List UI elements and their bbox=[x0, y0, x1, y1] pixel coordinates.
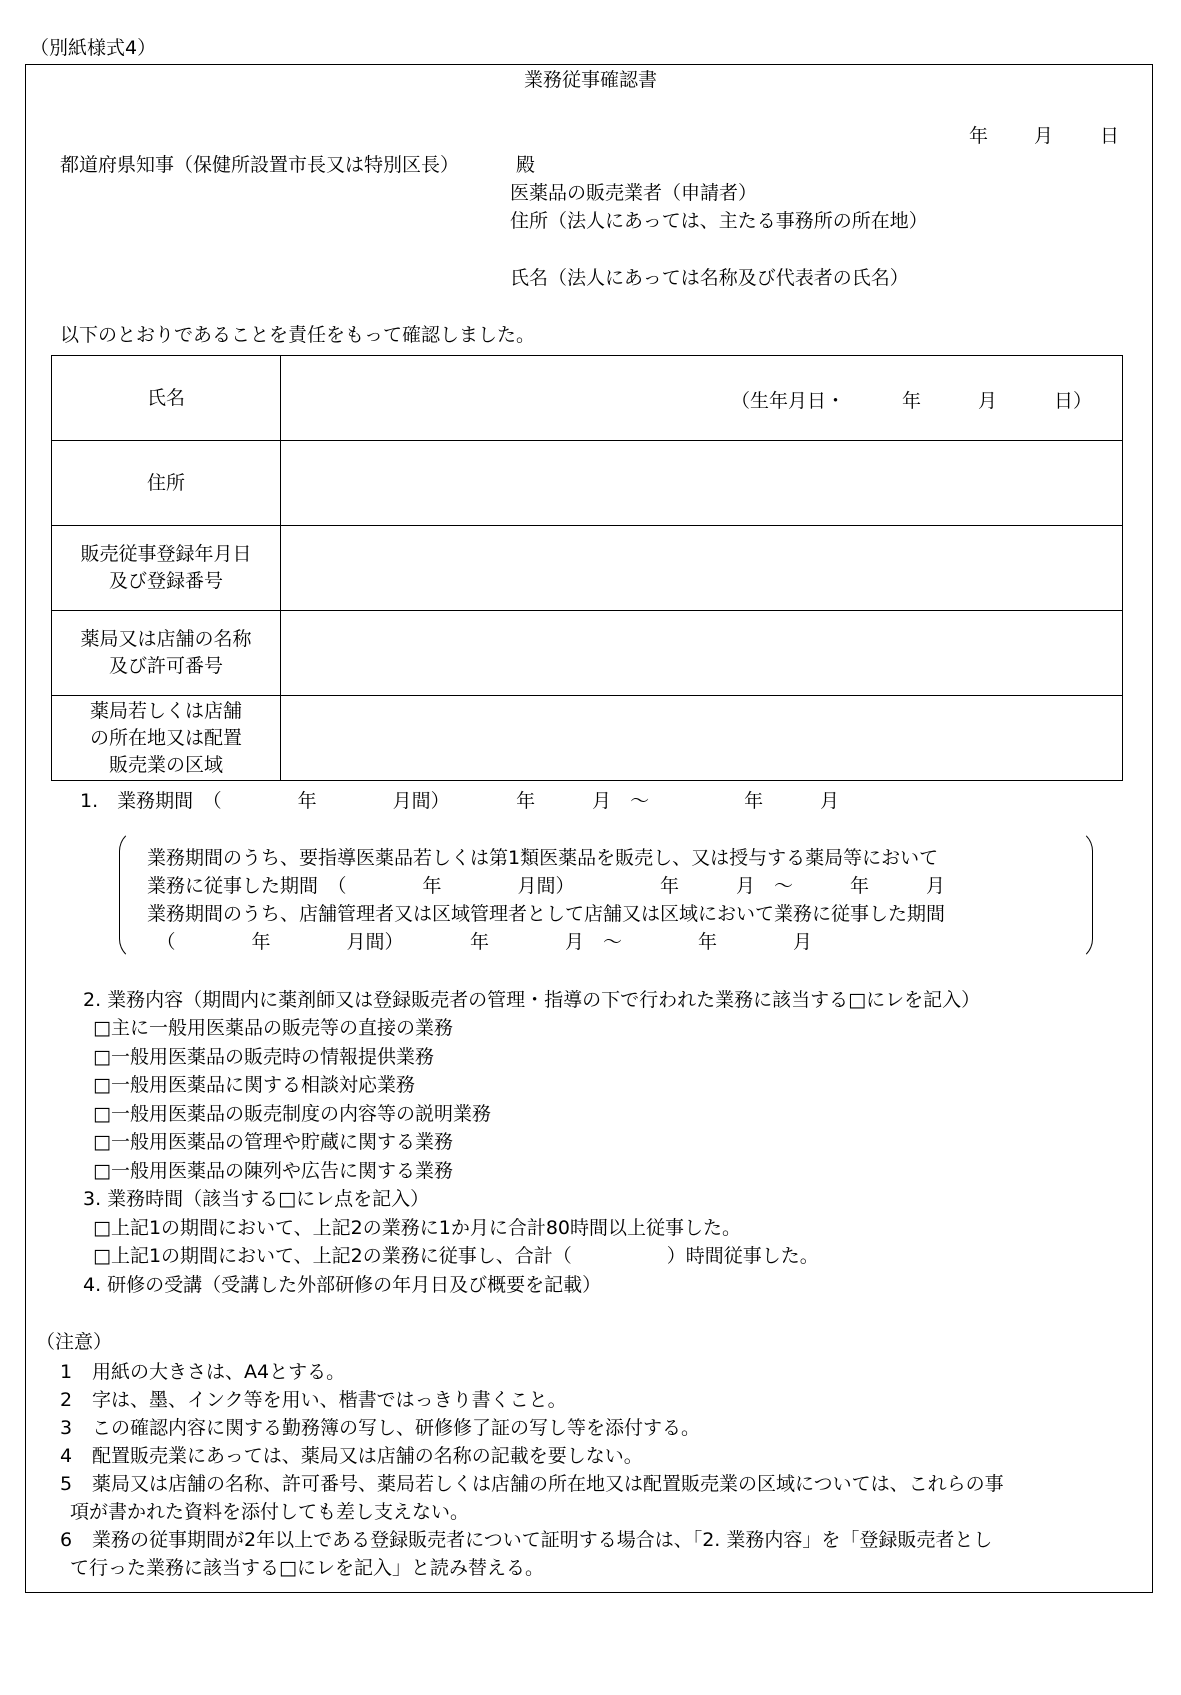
registration-field[interactable] bbox=[281, 526, 1123, 611]
section2-heading: 2. 業務内容（期間内に薬剤師又は登録販売者の管理・指導の下で行われた業務に該当する□にレを記入） bbox=[83, 989, 981, 1011]
note-number: 4 bbox=[60, 1445, 73, 1467]
row-label: 販売従事登録年月日 及び登録番号 bbox=[52, 526, 281, 611]
applicant-address-label: 住所（法人にあっては、主たる事務所の所在地） bbox=[510, 210, 928, 232]
table-row bbox=[52, 356, 1123, 441]
addressee: 都道府県知事（保健所設置市長又は特別区長） bbox=[60, 154, 460, 176]
checkbox-item[interactable]: □上記1の期間において、上記2の業務に1か月に合計80時間以上従事した。 bbox=[93, 1217, 742, 1239]
note-number: 5 bbox=[60, 1473, 73, 1495]
table-row bbox=[52, 696, 1123, 781]
note-number: 3 bbox=[60, 1417, 73, 1439]
name-field[interactable] bbox=[281, 356, 1123, 441]
row-label: 氏名 bbox=[52, 356, 281, 441]
checkbox-item[interactable]: □主に一般用医薬品の販売等の直接の業務 bbox=[93, 1017, 453, 1039]
address-field[interactable] bbox=[281, 441, 1123, 526]
checkbox-item[interactable]: □一般用医薬品の陳列や広告に関する業務 bbox=[93, 1160, 453, 1182]
note-text: 字は、墨、インク等を用い、楷書ではっきり書くこと。 bbox=[92, 1389, 567, 1411]
note-text: 項が書かれた資料を添付しても差し支えない。 bbox=[70, 1501, 470, 1523]
applicant-role: 医薬品の販売業者（申請者） bbox=[510, 182, 758, 204]
applicant-name-label: 氏名（法人にあっては名称及び代表者の氏名） bbox=[510, 267, 909, 289]
row-label: 薬局又は店舗の名称 及び許可番号 bbox=[52, 611, 281, 696]
note-text: 薬局又は店舗の名称、許可番号、薬局若しくは店舗の所在地又は配置販売業の区域については、これらの事 bbox=[92, 1473, 1004, 1495]
note-number: 2 bbox=[60, 1389, 73, 1411]
checkbox-item[interactable]: □一般用医薬品の販売時の情報提供業務 bbox=[93, 1046, 434, 1068]
pharmacy-name-field[interactable] bbox=[281, 611, 1123, 696]
note-number: 6 bbox=[60, 1529, 73, 1551]
date-month: 月 bbox=[1034, 125, 1054, 147]
note-text: 業務の従事期間が2年以上である登録販売者について証明する場合は、「2. 業務内容」を「登録販売者とし bbox=[92, 1529, 993, 1551]
row-label: 薬局若しくは店舗 の所在地又は配置 販売業の区域 bbox=[52, 696, 281, 781]
note-text: この確認内容に関する勤務簿の写し、研修修了証の写し等を添付する。 bbox=[92, 1417, 701, 1439]
page-title: 業務従事確認書 bbox=[523, 69, 657, 91]
section3-heading: 3. 業務時間（該当する□にレ点を記入） bbox=[83, 1188, 430, 1210]
checkbox-item[interactable]: □一般用医薬品の管理や貯蔵に関する業務 bbox=[93, 1131, 453, 1153]
table-row bbox=[52, 611, 1123, 696]
note-text: 配置販売業にあっては、薬局又は店舗の名称の記載を要しない。 bbox=[92, 1445, 643, 1467]
birthdate-field: （生年月日・ 年 月 日） bbox=[730, 390, 1092, 412]
location-field[interactable] bbox=[281, 696, 1123, 781]
table-row bbox=[52, 526, 1123, 611]
section1-sub-line: 業務に従事した期間 （ 年 月間） 年 月 ～ 年 月 bbox=[147, 875, 946, 897]
form-label: （別紙様式4） bbox=[30, 37, 157, 59]
date-year: 年 bbox=[969, 125, 989, 147]
note-text: 用紙の大きさは、A4とする。 bbox=[92, 1361, 346, 1383]
section1-sub-line: 業務期間のうち、店舗管理者又は区域管理者として店舗又は区域において業務に従事した期間 bbox=[147, 903, 946, 925]
note-number: 1 bbox=[60, 1361, 73, 1383]
table-row bbox=[52, 441, 1123, 526]
details-table bbox=[51, 355, 1123, 781]
notes-heading: （注意） bbox=[36, 1331, 113, 1353]
statement: 以下のとおりであることを責任をもって確認しました。 bbox=[60, 324, 536, 346]
section1-sub-line: 業務期間のうち、要指導医薬品若しくは第1類医薬品を販売し、又は授与する薬局等において bbox=[147, 847, 939, 869]
checkbox-item[interactable]: □上記1の期間において、上記2の業務に従事し、合計（ ）時間従事した。 bbox=[93, 1245, 819, 1267]
date-day: 日 bbox=[1100, 125, 1120, 147]
checkbox-item[interactable]: □一般用医薬品に関する相談対応業務 bbox=[93, 1074, 415, 1096]
row-label: 住所 bbox=[52, 441, 281, 526]
section4-heading: 4. 研修の受講（受講した外部研修の年月日及び概要を記載） bbox=[83, 1274, 602, 1296]
checkbox-item[interactable]: □一般用医薬品の販売制度の内容等の説明業務 bbox=[93, 1103, 491, 1125]
addressee-suffix: 殿 bbox=[516, 154, 536, 176]
note-text: て行った業務に該当する□にレを記入」と読み替える。 bbox=[70, 1557, 544, 1579]
section1-sub-line: （ 年 月間） 年 月 ～ 年 月 bbox=[147, 931, 813, 953]
section1-period: 1. 業務期間 （ 年 月間） 年 月 ～ 年 月 bbox=[80, 790, 840, 812]
